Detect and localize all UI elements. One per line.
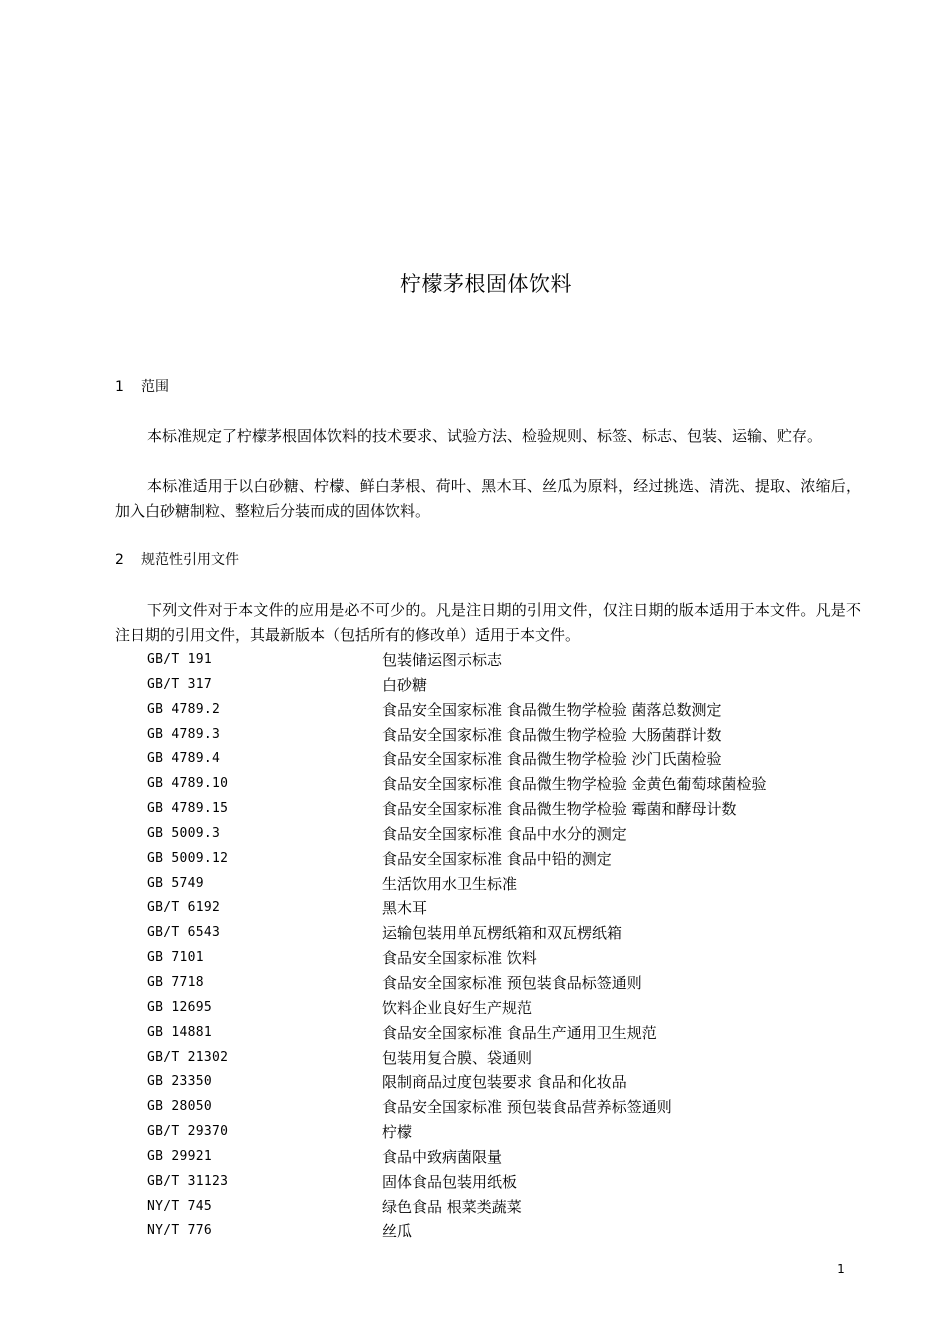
reference-title: 包装用复合膜、袋通则: [382, 1048, 533, 1067]
reference-row: [147, 1021, 867, 1046]
reference-row: [147, 872, 867, 897]
reference-row: [147, 723, 867, 748]
section-heading-normative-references: [115, 549, 239, 571]
section-title: 范围: [141, 379, 169, 395]
reference-code: GB 4789.10: [147, 776, 229, 792]
reference-row: [147, 1095, 867, 1120]
reference-row: [147, 1195, 867, 1220]
reference-row: [147, 1219, 867, 1244]
reference-row: [147, 648, 867, 673]
scope-paragraph: 本标准规定了柠檬茅根固体饮料的技术要求、试验方法、检验规则、标签、标志、包装、运输、贮存。: [147, 427, 823, 445]
reference-code: GB/T 21302: [147, 1049, 229, 1065]
reference-row: [147, 797, 867, 822]
reference-code: GB 28050: [147, 1099, 213, 1115]
reference-title: 食品安全国家标准 饮料: [382, 949, 537, 968]
reference-title: 生活饮用水卫生标准: [382, 874, 518, 893]
reference-code: GB 7101: [147, 950, 204, 966]
reference-code: GB 4789.3: [147, 726, 221, 742]
reference-title: 黑木耳: [382, 899, 428, 918]
reference-code: GB 5009.3: [147, 825, 221, 841]
reference-title: 食品安全国家标准 食品微生物学检验 沙门氏菌检验: [382, 750, 722, 769]
reference-title: 固体食品包装用纸板: [382, 1172, 518, 1191]
reference-title: 运输包装用单瓦楞纸箱和双瓦楞纸箱: [382, 924, 623, 943]
reference-code: GB 29921: [147, 1148, 213, 1164]
references-intro-paragraph: 下列文件对于本文件的应用是必不可少的。凡是注日期的引用文件，仅注日期的版本适用于本文件。凡是不注日期的引用文件，其最新版本（包括所有的修改单）适用于本文件。: [115, 601, 861, 644]
section-title: 规范性引用文件: [141, 552, 239, 568]
section-heading-scope: [115, 376, 169, 398]
reference-code: GB 4789.2: [147, 701, 221, 717]
reference-row: [147, 921, 867, 946]
reference-code: GB/T 191: [147, 652, 213, 667]
reference-row: [147, 1070, 867, 1095]
reference-row: [147, 971, 867, 996]
reference-title: 包装储运图示标志: [382, 651, 503, 669]
reference-row: [147, 946, 867, 971]
reference-row: [147, 673, 867, 698]
reference-code: GB 5009.12: [147, 850, 229, 866]
reference-code: NY/T 776: [147, 1223, 213, 1239]
reference-title: 食品安全国家标准 食品微生物学检验 金黄色葡萄球菌检验: [382, 775, 767, 794]
reference-title: 饮料企业良好生产规范: [382, 998, 533, 1017]
reference-code: GB 7718: [147, 974, 204, 990]
reference-title: 食品安全国家标准 预包装食品营养标签通则: [382, 1098, 672, 1117]
reference-title: 柠檬: [382, 1123, 413, 1142]
reference-code: GB/T 6192: [147, 900, 221, 916]
reference-title: 食品安全国家标准 食品生产通用卫生规范: [382, 1023, 657, 1042]
scope-paragraph: 本标准适用于以白砂糖、柠檬、鲜白茅根、荷叶、黑木耳、丝瓜为原料，经过挑选、清洗、提取、浓缩后，加入白砂糖制粒、整粒后分装而成的固体饮料。: [115, 477, 861, 520]
reference-list: [147, 648, 867, 1244]
reference-code: GB 14881: [147, 1024, 213, 1040]
reference-code: GB/T 29370: [147, 1124, 229, 1140]
reference-title: 绿色食品 根菜类蔬菜: [382, 1197, 522, 1216]
reference-code: GB 12695: [147, 999, 213, 1015]
reference-title: 白砂糖: [382, 675, 428, 694]
reference-title: 食品安全国家标准 食品微生物学检验 大肠菌群计数: [382, 725, 722, 744]
section-number: 2: [115, 552, 124, 568]
reference-row: [147, 1145, 867, 1170]
reference-code: GB 23350: [147, 1074, 213, 1090]
reference-title: 食品安全国家标准 预包装食品标签通则: [382, 973, 642, 992]
reference-title: 食品安全国家标准 食品微生物学检验 菌落总数测定: [382, 700, 722, 719]
reference-title: 食品安全国家标准 食品中水分的测定: [382, 824, 627, 843]
section-number: 1: [115, 379, 124, 395]
reference-row: [147, 772, 867, 797]
page-number: 1: [837, 1262, 845, 1276]
reference-title: 食品安全国家标准 食品微生物学检验 霉菌和酵母计数: [382, 800, 737, 819]
reference-title: 食品安全国家标准 食品中铅的测定: [382, 849, 612, 868]
reference-row: [147, 1170, 867, 1195]
reference-row: [147, 847, 867, 872]
reference-title: 限制商品过度包装要求 食品和化妆品: [382, 1073, 627, 1092]
reference-code: GB/T 6543: [147, 925, 221, 941]
reference-row: [147, 822, 867, 847]
reference-code: GB 4789.15: [147, 801, 229, 817]
document-title: 柠檬茅根固体饮料: [400, 272, 572, 296]
reference-row: [147, 1046, 867, 1071]
reference-code: GB 4789.4: [147, 751, 221, 767]
reference-row: [147, 698, 867, 723]
reference-code: GB/T 317: [147, 676, 213, 692]
reference-row: [147, 1120, 867, 1145]
reference-code: NY/T 745: [147, 1198, 213, 1214]
reference-row: [147, 996, 867, 1021]
reference-row: [147, 747, 867, 772]
reference-title: 丝瓜: [382, 1222, 413, 1241]
reference-title: 食品中致病菌限量: [382, 1147, 503, 1166]
reference-code: GB/T 31123: [147, 1173, 229, 1189]
reference-code: GB 5749: [147, 875, 204, 891]
reference-row: [147, 896, 867, 921]
